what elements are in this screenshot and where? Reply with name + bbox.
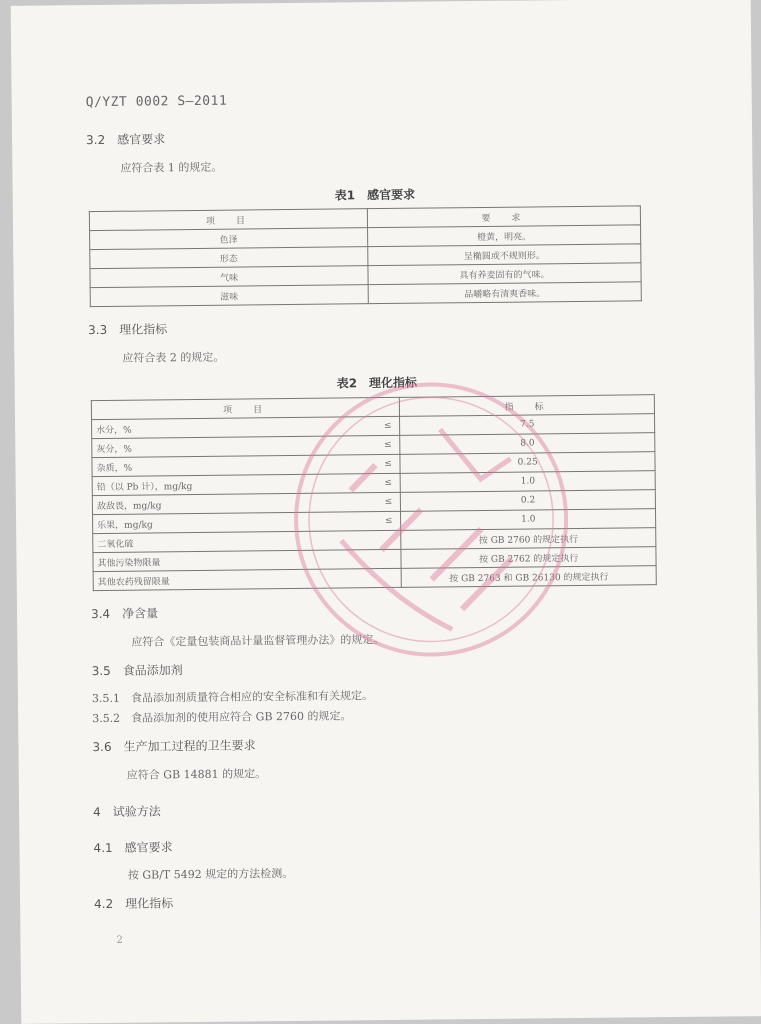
table-header-cell: 指 标: [400, 395, 655, 417]
table-header-cell: 项 目: [89, 209, 367, 231]
page-number: 2: [116, 934, 123, 946]
table-cell: 品嚼略有清爽香味。: [368, 282, 641, 304]
table-cell: 气味: [90, 266, 368, 288]
section-3-2-text: 应符合表 1 的规定。: [120, 160, 223, 175]
section-3-3-heading: 3.3 理化指标: [88, 322, 168, 338]
table-cell: 色泽: [90, 228, 368, 250]
section-4-1-text: 按 GB/T 5492 规定的方法检测。: [127, 866, 294, 882]
table-cell: 形态: [90, 247, 368, 269]
table-cell: 杂质，%: [92, 455, 327, 476]
section-4-1-heading: 4.1 感官要求: [93, 840, 173, 856]
table-cell: 敌敌畏，mg/kg: [92, 493, 327, 514]
section-4-heading: 4 试验方法: [93, 804, 161, 820]
table-cell: 呈椭圆或不规则形。: [368, 244, 641, 266]
table1-caption: 表1 感官要求: [334, 187, 416, 203]
section-3-3-text: 应符合表 2 的规定。: [122, 350, 225, 365]
table-cell: 其他污染物限量: [93, 549, 402, 571]
section-3-6-heading: 3.6 生产加工过程的卫生要求: [92, 738, 256, 755]
table-cell: 二氧化硫: [93, 530, 402, 552]
table-header-cell: 项 目: [91, 397, 400, 419]
table-cell: 铅（以 Pb 计），mg/kg: [92, 474, 327, 495]
table-cell: 按 GB 2763 和 GB 26130 的规定执行: [401, 566, 656, 588]
red-seal-stamp-icon: [280, 368, 583, 671]
section-3-5-1-text: 3.5.1 食品添加剂质量符合相应的安全标准和有关规定。: [91, 689, 374, 706]
table-cell: 具有养麦固有的气味。: [368, 263, 641, 285]
table-cell: ≤: [327, 473, 401, 493]
section-3-5-heading: 3.5 食品添加剂: [91, 663, 183, 679]
standard-number: Q/YZT 0002 S—2011: [85, 93, 228, 111]
table-cell: 水分，%: [92, 417, 327, 438]
table-cell: 灰分，%: [92, 436, 327, 457]
table-header-cell: 要 求: [367, 206, 640, 228]
table-cell: ≤: [326, 435, 400, 455]
table-cell: 按 GB 2762 的规定执行: [401, 547, 656, 569]
table-cell: 0.25: [400, 452, 655, 474]
table-cell: 1.0: [400, 471, 655, 493]
table-cell: 7.5: [400, 414, 655, 436]
section-3-5-2-text: 3.5.2 食品添加剂的使用应符合 GB 2760 的规定。: [92, 709, 352, 726]
table1: [89, 205, 642, 307]
document-page: [11, 0, 761, 1024]
table-cell: 橙黄，明亮。: [368, 225, 641, 247]
section-3-6-text: 应符合 GB 14881 的规定。: [126, 767, 267, 782]
section-3-2-heading: 3.2 感官要求: [86, 132, 166, 148]
section-4-2-heading: 4.2 理化指标: [94, 896, 174, 912]
table2-caption: 表2 理化指标: [336, 375, 418, 391]
table-cell: 8.0: [400, 433, 655, 455]
section-3-4-heading: 3.4 净含量: [90, 606, 159, 622]
table-cell: 滋味: [90, 285, 368, 307]
table-cell: ≤: [326, 416, 400, 436]
table-cell: ≤: [326, 454, 400, 474]
table-cell: 1.0: [401, 509, 656, 531]
section-3-4-text: 应符合《定量包装商品计量监督管理办法》的规定。: [131, 633, 385, 649]
table-cell: 其他农药残留限量: [93, 568, 402, 590]
table-cell: 按 GB 2760 的规定执行: [401, 528, 656, 550]
table-cell: 0.2: [401, 490, 656, 512]
table-cell: 乐果，mg/kg: [93, 512, 328, 533]
table-cell: ≤: [327, 492, 401, 512]
table-cell: ≤: [327, 511, 401, 531]
